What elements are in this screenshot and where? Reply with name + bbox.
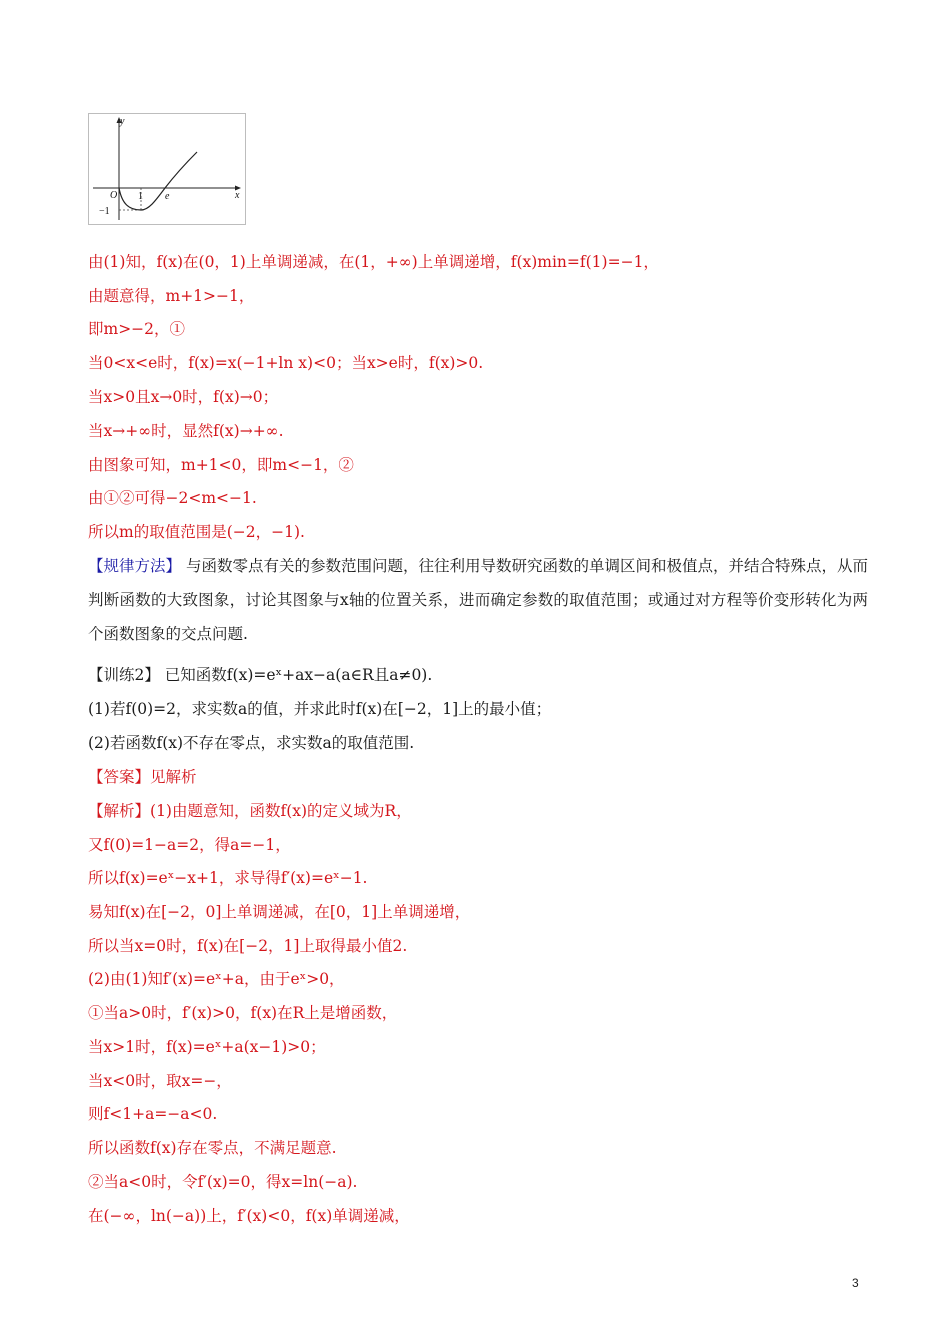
answer-text: 见解析 (150, 768, 197, 786)
solution-line-7: 由图象可知，m+1<0，即m<−1，② (88, 456, 354, 474)
method-paragraph (88, 549, 868, 651)
analysis-line-5: 所以当x=0时，f(x)在[−2，1]上取得最小值2. (88, 937, 408, 955)
solution-line-2: 由题意得，m+1>−1， (88, 287, 255, 305)
function-graph (89, 114, 245, 224)
analysis-line-13: 在(−∞，ln(−a))上，f′(x)<0，f(x)单调递减， (88, 1207, 410, 1225)
exercise-title: 【训练2】 已知函数f(x)=eˣ+ax−a(a∈R且a≠0). (88, 666, 433, 684)
analysis-line-4: 易知f(x)在[−2，0]上单调递减，在[0，1]上单调递增， (88, 903, 471, 921)
analysis-line-10: 则f<1+a=−a<0. (88, 1105, 218, 1123)
solution-line-1: 由(1)知，f(x)在(0，1)上单调递减，在(1，+∞)上单调递增，f(x)min=f(1)=−1， (88, 253, 659, 271)
answer-tag: 【答案】 (88, 768, 151, 786)
analysis-line-7: ①当a>0时，f′(x)>0，f(x)在R上是增函数， (88, 1004, 398, 1022)
solution-line-3: 即m>−2，① (88, 320, 186, 338)
solution-line-6: 当x→+∞时，显然f(x)→+∞. (88, 422, 284, 440)
tick-e-label: e (165, 191, 170, 202)
method-text: 与函数零点有关的参数范围问题，往往利用导数研究函数的单调区间和极值点，并结合特殊点，从而判断函数的大致图象，讨论其图象与x轴的位置关系，进而确定参数的取值范围；或通过对方程等价变形转化为两个函数图象的交点问题. (88, 557, 868, 643)
solution-line-8: 由①②可得−2<m<−1. (88, 489, 257, 507)
analysis-line-12: ②当a<0时，令f′(x)=0，得x=ln(−a). (88, 1173, 358, 1191)
solution-line-9: 所以m的取值范围是(−2，−1). (88, 523, 305, 541)
function-graph-figure (88, 113, 246, 225)
analysis-line-11: 所以函数f(x)存在零点，不满足题意. (88, 1139, 337, 1157)
analysis-line-1 (88, 800, 412, 822)
tick-one-label: 1 (138, 191, 143, 202)
solution-line-5: 当x>0且x→0时，f(x)→0； (88, 388, 279, 406)
analysis-first: (1)由题意知，函数f(x)的定义域为R， (150, 802, 412, 820)
analysis-line-8: 当x>1时，f(x)=eˣ+a(x−1)>0； (88, 1038, 326, 1056)
analysis-line-6: (2)由(1)知f′(x)=eˣ+a，由于eˣ>0， (88, 970, 345, 988)
analysis-line-3: 所以f(x)=eˣ−x+1，求导得f′(x)=eˣ−1. (88, 869, 368, 887)
answer-line (88, 766, 197, 788)
method-tag: 【规律方法】 (88, 557, 182, 575)
analysis-tag: 【解析】 (88, 802, 151, 820)
exercise-q1: (1)若f(0)=2，求实数a的值，并求此时f(x)在[−2，1]上的最小值； (88, 700, 552, 718)
analysis-line-2: 又f(0)=1−a=2，得a=−1， (88, 836, 291, 854)
solution-line-4: 当0<x<e时，f(x)=x(−1+ln x)<0；当x>e时，f(x)>0. (88, 354, 484, 372)
analysis-line-9: 当x<0时，取x=−， (88, 1072, 232, 1090)
axis-x-label: x (235, 190, 240, 201)
page-number: 3 (852, 1276, 859, 1290)
exercise-q2: (2)若函数f(x)不存在零点，求实数a的取值范围. (88, 734, 415, 752)
function-curve (119, 152, 197, 210)
origin-label: O (110, 190, 118, 201)
axis-y-label: y (120, 116, 125, 127)
tick-neg-one-label: −1 (99, 206, 110, 217)
